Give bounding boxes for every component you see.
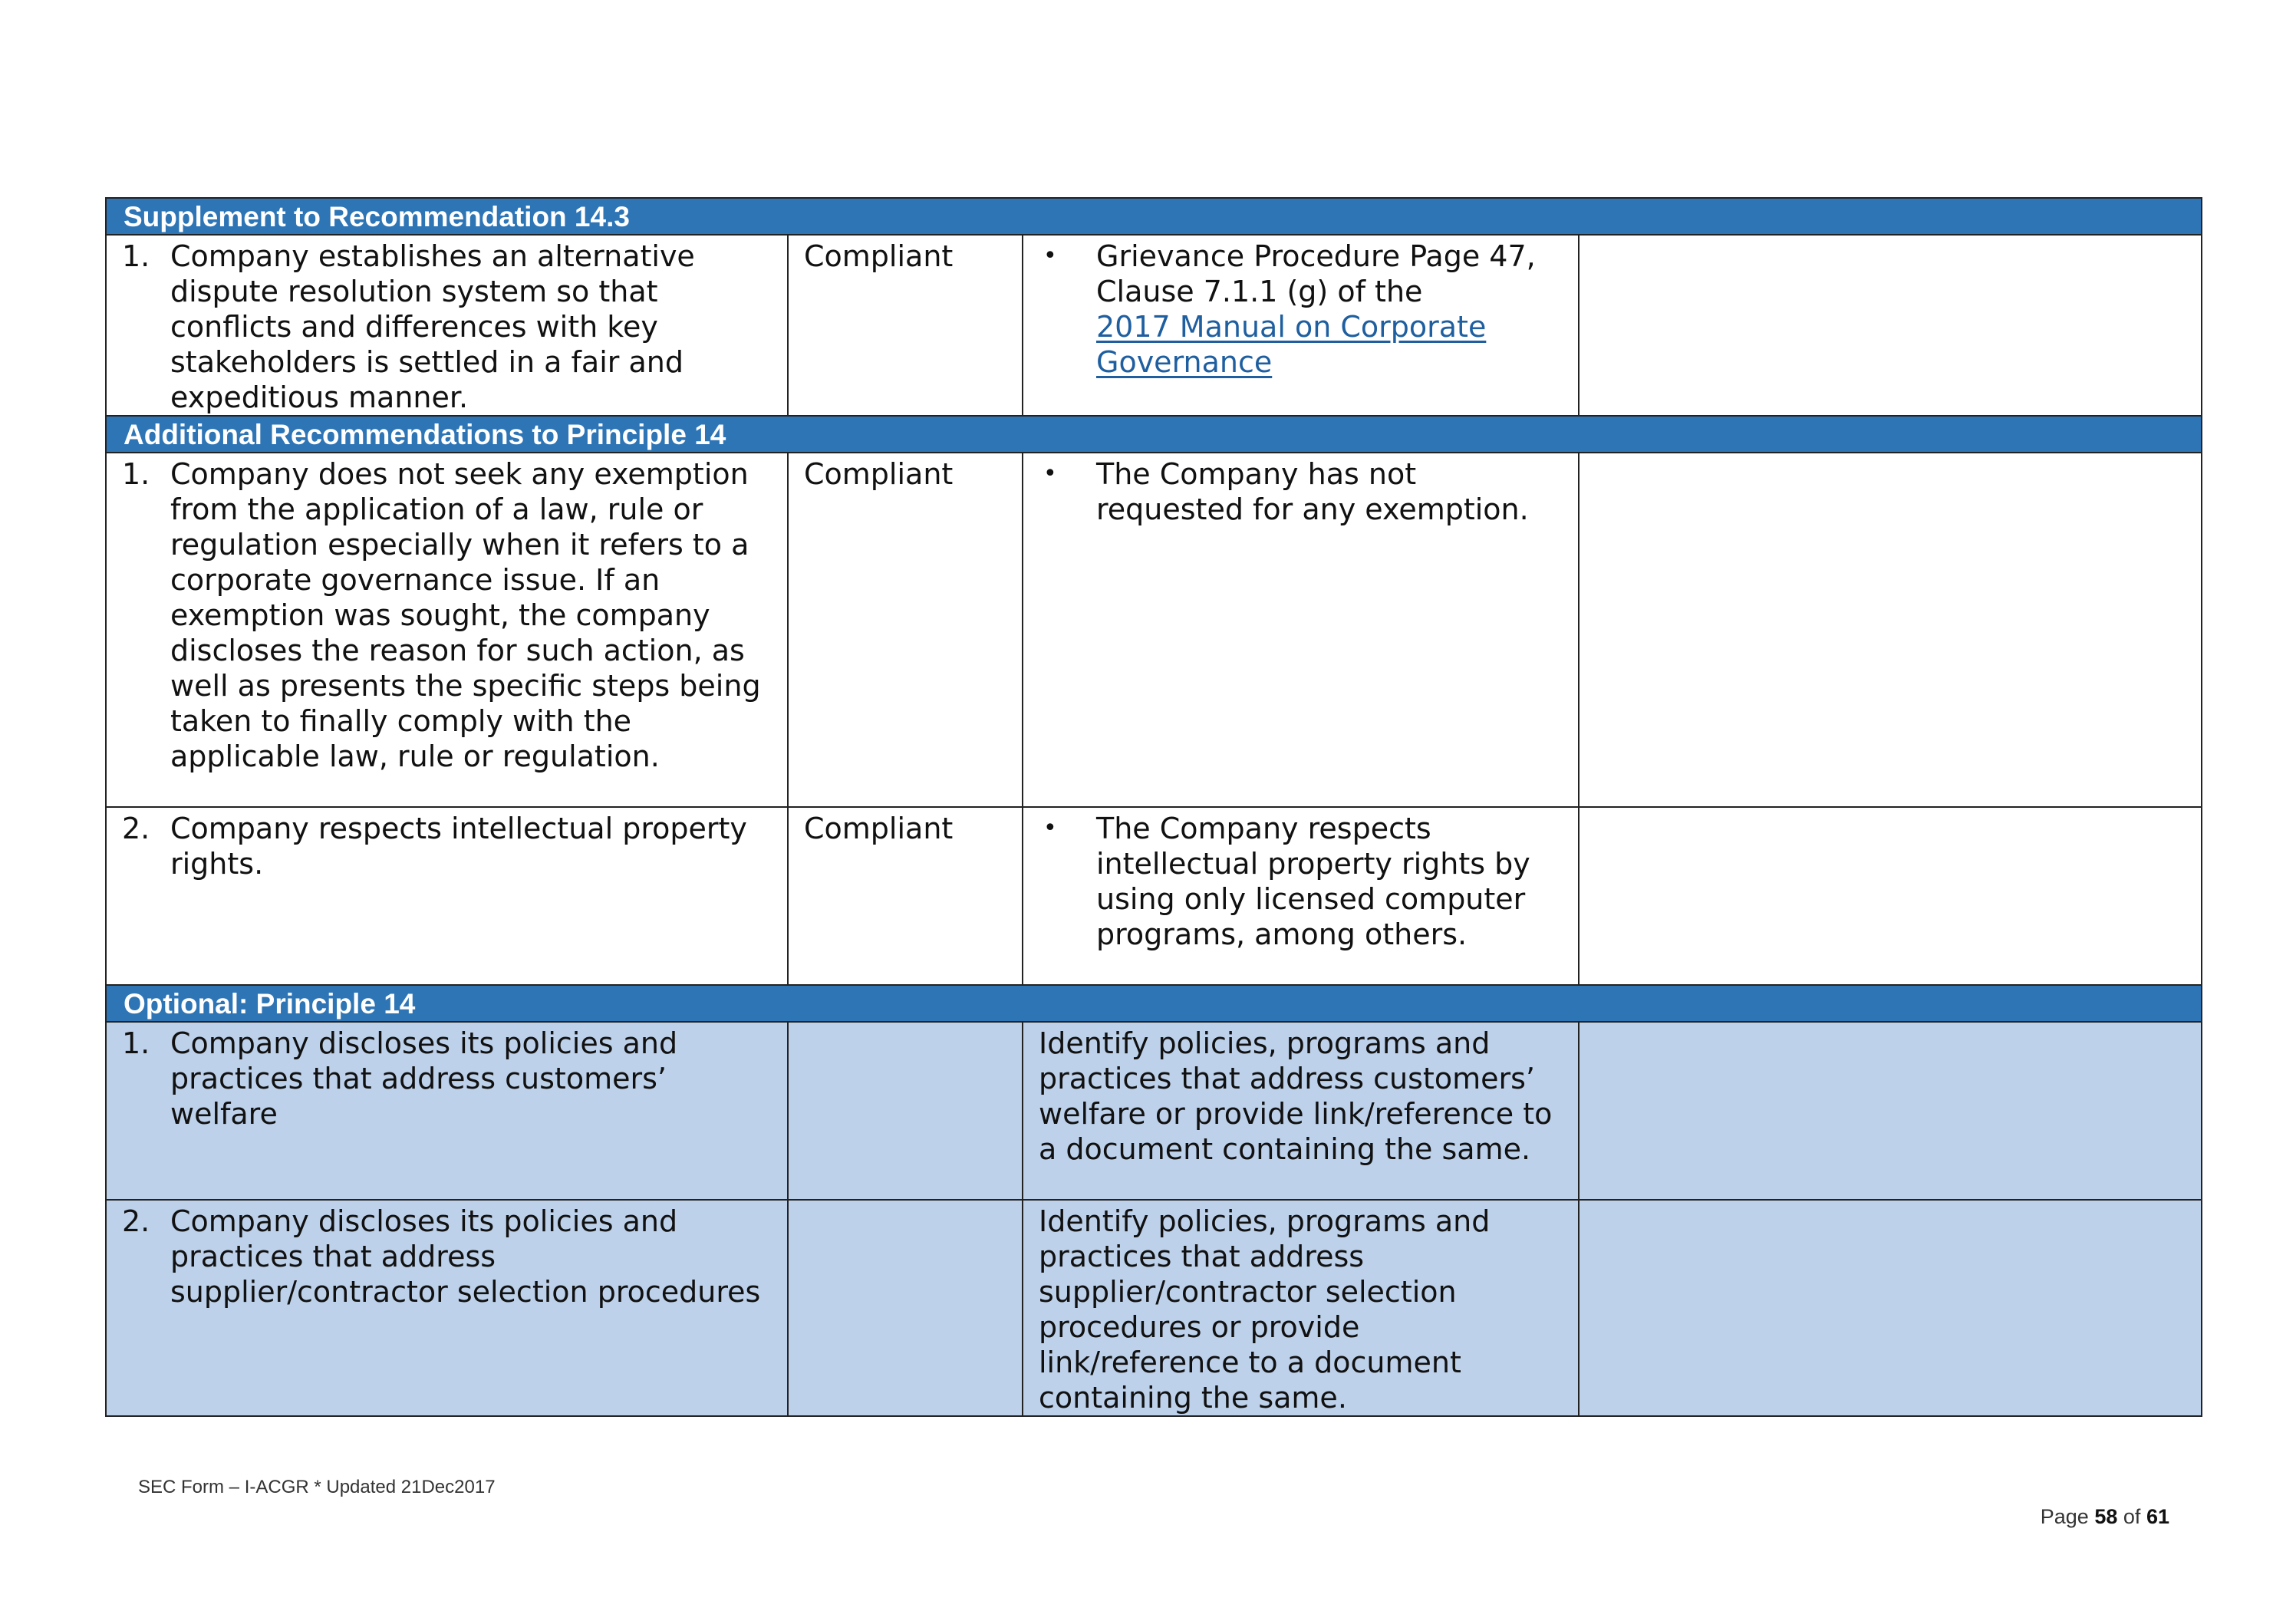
section-title: Supplement to Recommendation 14.3 [106, 198, 2202, 235]
item-number: 1. [122, 1026, 150, 1060]
remarks-cell [1579, 1022, 2202, 1200]
item-number: 1. [122, 457, 150, 491]
explanation-text: Grievance Procedure Page 47, Clause 7.1.1 (g) of the [1096, 239, 1536, 308]
bullet-icon: • [1043, 460, 1057, 487]
table-row [106, 807, 2202, 985]
explanation-cell [1023, 235, 1579, 416]
remarks-cell [1579, 453, 2202, 807]
table-row [106, 453, 2202, 807]
page-total: 61 [2146, 1505, 2169, 1528]
recommendation-text: Company respects intellectual property rights. [170, 812, 747, 881]
compliance-status: Compliant [788, 807, 1023, 985]
remarks-cell [1579, 235, 2202, 416]
page-number [2041, 1505, 2169, 1529]
item-number: 2. [122, 1204, 150, 1238]
recommendation-cell [106, 1200, 788, 1416]
compliance-status [788, 1022, 1023, 1200]
recommendation-text: Company discloses its policies and practices that address customers’ welfare [170, 1026, 678, 1131]
explanation-cell [1023, 807, 1579, 985]
table-row [106, 1022, 2202, 1200]
compliance-status: Compliant [788, 235, 1023, 416]
compliance-status [788, 1200, 1023, 1416]
recommendation-cell [106, 1022, 788, 1200]
section-header-row [106, 416, 2202, 453]
explanation-cell [1023, 453, 1579, 807]
recommendation-cell [106, 453, 788, 807]
recommendation-text: Company discloses its policies and practices that address supplier/contractor selection procedures [170, 1204, 761, 1309]
section-header-row [106, 985, 2202, 1022]
explanation-text: The Company has not requested for any exemption. [1096, 457, 1529, 526]
page-current: 58 [2094, 1505, 2118, 1528]
recommendation-text: Company does not seek any exemption from the application of a law, rule or regulation especially when it refers to a corporate governance issue. If an exemption was sought, the company discloses the reason for such action, as well as presents the specific steps being taken to finally comply with the applicable law, rule or regulation. [170, 457, 761, 773]
page-word: Page [2040, 1505, 2089, 1528]
manual-link[interactable]: 2017 Manual on Corporate Governance [1096, 310, 1487, 379]
explanation-text: Identify policies, programs and practices that address customers’ welfare or provide link/reference to a document containing the same. [1023, 1022, 1579, 1200]
page-of: of [2123, 1505, 2141, 1528]
footer-form-label: SEC Form – I-ACGR * Updated 21Dec2017 [138, 1477, 496, 1497]
remarks-cell [1579, 1200, 2202, 1416]
section-header-row [106, 198, 2202, 235]
bullet-icon: • [1043, 242, 1057, 269]
recommendation-cell [106, 235, 788, 416]
recommendation-text: Company establishes an alternative dispute resolution system so that conflicts and differences with key stakeholders is settled in a fair and expeditious manner. [170, 239, 695, 414]
explanation-text: Identify policies, programs and practices that address supplier/contractor selection procedures or provide link/reference to a document containing the same. [1023, 1200, 1579, 1416]
compliance-status: Compliant [788, 453, 1023, 807]
bullet-icon: • [1043, 815, 1057, 842]
remarks-cell [1579, 807, 2202, 985]
explanation-text: The Company respects intellectual property rights by using only licensed computer programs, among others. [1096, 812, 1530, 951]
compliance-table [105, 197, 2202, 1417]
section-title: Additional Recommendations to Principle 14 [106, 416, 2202, 453]
item-number: 2. [122, 812, 150, 845]
section-title: Optional: Principle 14 [106, 985, 2202, 1022]
table-row [106, 1200, 2202, 1416]
recommendation-cell [106, 807, 788, 985]
table-row [106, 235, 2202, 416]
item-number: 1. [122, 239, 150, 273]
